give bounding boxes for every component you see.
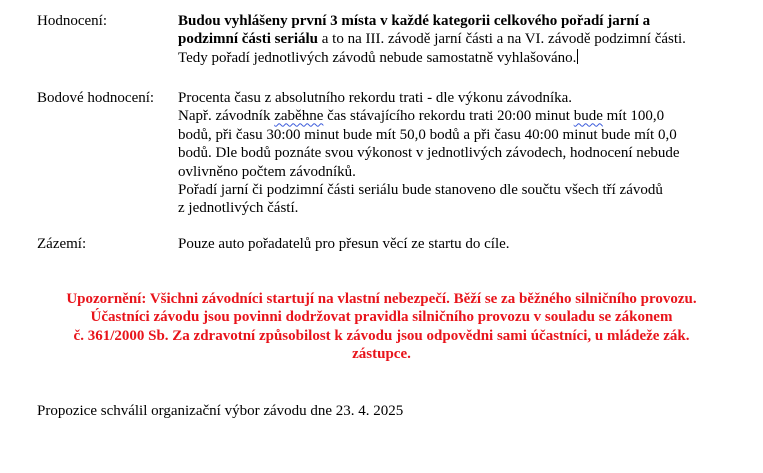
spellcheck-word-2[interactable]: bude	[573, 108, 603, 125]
bodove-line-6: Pořadí jarní či podzimní části seriálu bude stanoveno dle součtu všech tří závodů	[178, 182, 663, 199]
text-cursor	[577, 49, 578, 64]
warning-line-1: Upozornění: Všichni závodníci startují na vlastní nebezpečí. Běží se za běžného silničního provozu.	[66, 291, 697, 307]
hodnoceni-line-2-bold: podzimní části seriálu	[178, 31, 319, 48]
hodnoceni-line-1: Budou vyhlášeny první 3 místa v každé kategorii celkového pořadí jarní a	[178, 13, 651, 29]
bodove-line-2-a: Např. závodník	[178, 108, 275, 125]
hodnoceni-label: Hodnocení:	[37, 13, 107, 29]
bodove-line-2-b: čas stávajícího rekordu trati 20:00 minut	[323, 108, 574, 125]
bodove-label: Bodové hodnocení:	[37, 90, 155, 106]
bodove-line-7: z jednotlivých částí.	[178, 200, 299, 217]
zazemi-label: Zázemí:	[37, 236, 87, 252]
bodove-line-3: bodů, při času 30:00 minut bude mít 50,0 bodů a při času 40:00 minut bude mít 0,0	[178, 126, 677, 143]
bodove-line-1: Procenta času z absolutního rekordu trati - dle výkonu závodníka.	[178, 90, 573, 106]
hodnoceni-text[interactable]	[178, 12, 748, 67]
hodnoceni-line-3-text: Tedy pořadí jednotlivých závodů nebude samostatně vyhlašováno.	[178, 49, 577, 66]
bodove-line-4: bodů. Dle bodů poznáte svou výkonost v jednotlivých závodech, hodnocení nebude	[178, 145, 680, 162]
approval-note[interactable]: Propozice schválil organizační výbor závodu dne 23. 4. 2025	[37, 403, 404, 419]
bodove-line-5: ovlivněno počtem závodníků.	[178, 163, 356, 180]
spellcheck-word-1[interactable]: zaběhne	[274, 108, 324, 125]
hodnoceni-line-2-rest: a to na III. závodě jarní části a na VI. závodě podzimní části.	[318, 31, 686, 48]
warning-line-4: zástupce.	[352, 346, 411, 363]
warning-line-3: č. 361/2000 Sb. Za zdravotní způsobilost k závodu jsou odpovědni sami účastníci, u mládeže zák.	[73, 327, 690, 344]
safety-warning[interactable]	[30, 290, 733, 364]
bodove-line-2-c: mít 100,0	[602, 108, 665, 125]
bodove-text[interactable]	[178, 89, 748, 218]
zazemi-text[interactable]: Pouze auto pořadatelů pro přesun věcí ze startu do cíle.	[178, 236, 510, 252]
bodove-line-2	[178, 107, 748, 125]
hodnoceni-line-2	[178, 30, 748, 48]
hodnoceni-line-3	[178, 49, 748, 67]
warning-line-2: Účastníci závodu jsou povinni dodržovat pravidla silničního provozu v souladu se zákonem	[90, 309, 673, 326]
